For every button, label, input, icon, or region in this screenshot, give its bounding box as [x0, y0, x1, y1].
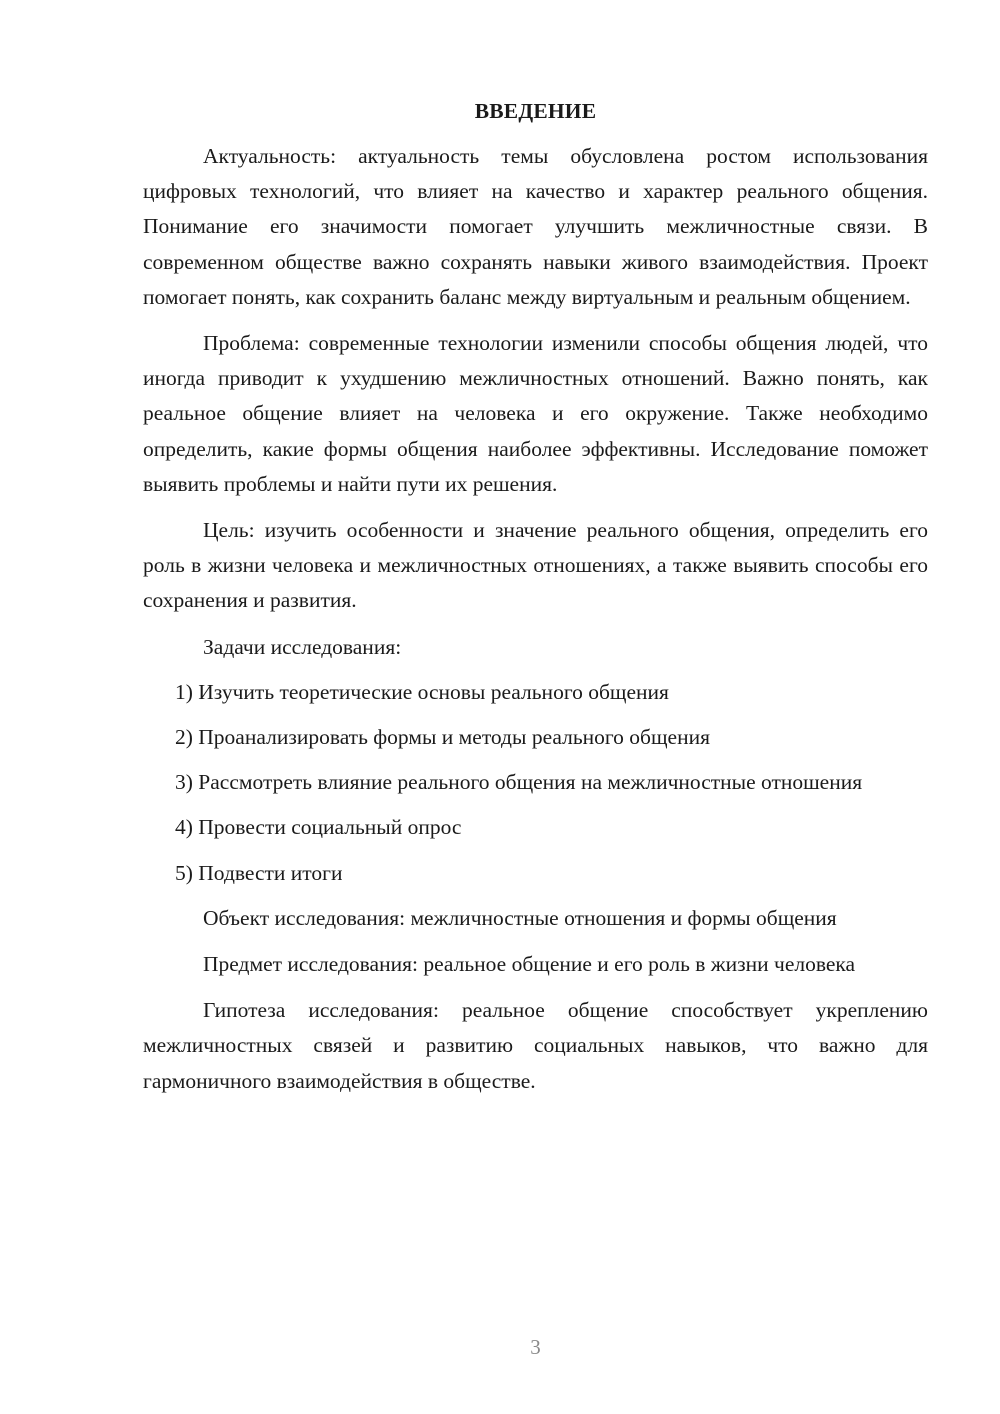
task-item-1: 1) Изучить теоретические основы реального общения	[175, 679, 669, 704]
research-hypothesis-paragraph: Гипотеза исследования: реальное общение способствует укреплению межличностных связей и развитию социальных навыков, что важно для гармоничного взаимодействия в обществе.	[143, 998, 928, 1093]
actuality-paragraph: Актуальность: актуальность темы обусловлена ростом использования цифровых технологий, что влияет на качество и характер реального общения. Понимание его значимости помогает улучшить межличностные связи. В современном обществе важно сохранять навыки живого взаимодействия. Проект помогает понять, как сохранить баланс между виртуальным и реальным общением.	[143, 144, 928, 309]
task-item-3: 3) Рассмотреть влияние реального общения на межличностные отношения	[175, 770, 863, 795]
task-item-2: 2) Проанализировать формы и методы реального общения	[175, 725, 710, 750]
research-object-paragraph: Объект исследования: межличностные отношения и формы общения	[203, 905, 837, 930]
task-item-5: 5) Подвести итоги	[175, 860, 343, 885]
page-content	[143, 94, 928, 1110]
tasks-list	[143, 675, 928, 891]
section-title: ВВЕДЕНИЕ	[474, 99, 597, 123]
goal-paragraph: Цель: изучить особенности и значение реального общения, определить его роль в жизни человека и межличностных отношениях, а также выявить способы его сохранения и развития.	[143, 518, 928, 613]
page-number: 3	[530, 1335, 541, 1359]
tasks-heading: Задачи исследования:	[203, 634, 402, 659]
task-item-4: 4) Провести социальный опрос	[175, 815, 462, 840]
problem-paragraph: Проблема: современные технологии изменили способы общения людей, что иногда приводит к ухудшению межличностных отношений. Важно понять, как реальное общение влияет на человека и его окружение. Также необходимо определить, какие формы общения наиболее эффективны. Исследование поможет выявить проблемы и найти пути их решения.	[143, 331, 928, 496]
research-subject-paragraph: Предмет исследования: реальное общение и его роль в жизни человека	[203, 952, 856, 977]
